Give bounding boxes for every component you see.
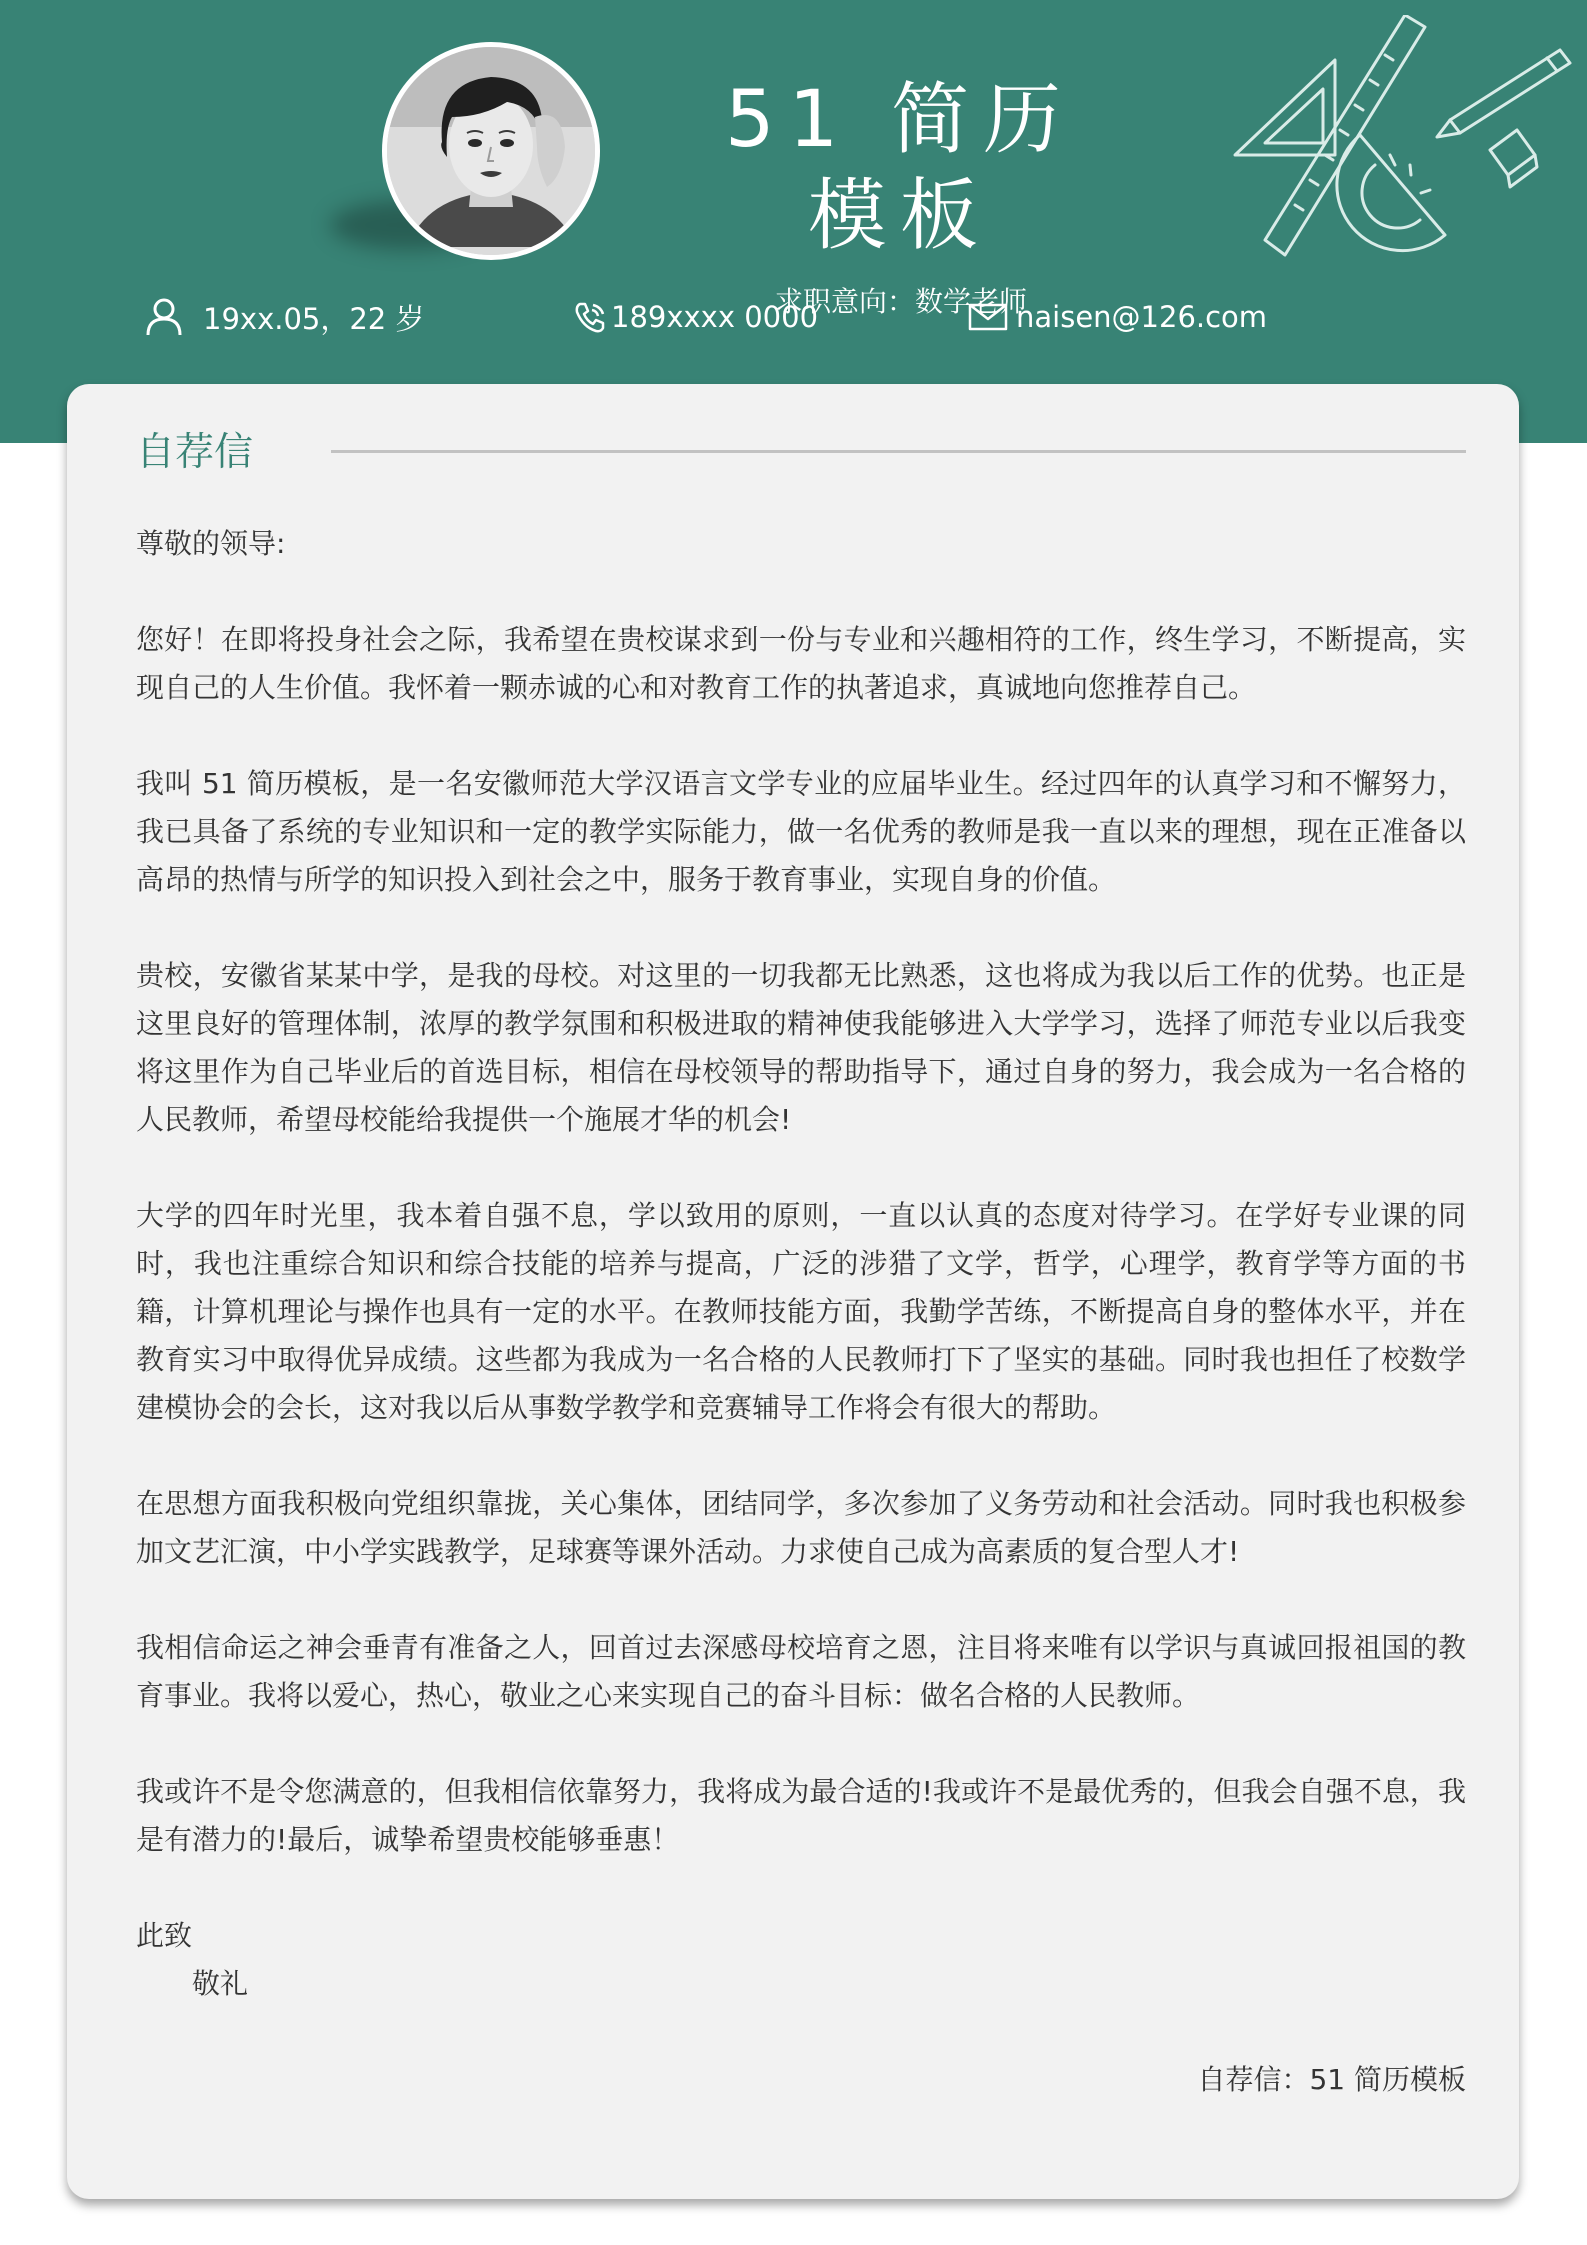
- letter-paragraph: 您好！在即将投身社会之际，我希望在贵校谋求到一份与专业和兴趣相符的工作，终生学习，不断提高，实现自己的人生价值。我怀着一颗赤诚的心和对教育工作的执著追求，真诚地向您推荐自己。: [136, 623, 1466, 704]
- job-intent: 求职意向：数学老师: [775, 285, 1028, 318]
- signature: 自荐信：51 简历模板: [1197, 2063, 1466, 2096]
- header-band: [0, 0, 1587, 443]
- letter-paragraph: 大学的四年时光里，我本着自强不息，学以致用的原则，一直以认真的态度对待学习。在学好专业课的同时，我也注重综合知识和综合技能的培养与提高，广泛的涉猎了文学，哲学，心理学，教育学等方面的书籍，计算机理论与操作也具有一定的水平。在教师技能方面，我勤学苦练，不断提高自身的整体水平，并在教育实习中取得优异成绩。这些都为我成为一名合格的人民教师打下了坚实的基础。同时我也担任了校数学建模协会的会长，这对我以后从事数学教学和竞赛辅导工作将会有很大的帮助。: [136, 1199, 1466, 1424]
- letter-paragraph: 在思想方面我积极向党组织靠拢，关心集体，团结同学，多次参加了义务劳动和社会活动。同时我也积极参加文艺汇演，中小学实践教学，足球赛等课外活动。力求使自己成为高素质的复合型人才!: [136, 1487, 1466, 1568]
- person-icon: [145, 297, 183, 337]
- letter-paragraph: 我相信命运之神会垂青有准备之人，回首过去深感母校培育之恩，注目将来唯有以学识与真诚回报祖国的教育事业。我将以爱心，热心，敬业之心来实现自己的奋斗目标：做名合格的人民教师。: [136, 1631, 1466, 1712]
- salutation: 尊敬的领导:: [136, 527, 286, 560]
- ruler-set-square-pencil-eraser-icon: [1225, 15, 1585, 265]
- letter-paragraph: 我或许不是令您满意的，但我相信依靠努力，我将成为最合适的!我或许不是最优秀的，但我会自强不息，我是有潜力的!最后，诚挚希望贵校能够垂惠！: [136, 1775, 1466, 1856]
- resume-title: 51 简历模板: [724, 75, 1076, 261]
- email-info: [968, 292, 1267, 342]
- closing-line-1: 此致: [136, 1919, 193, 1952]
- avatar: [382, 42, 600, 260]
- section-title: 自荐信: [136, 430, 254, 475]
- section-divider: [331, 450, 1466, 453]
- letter-body: [136, 520, 1466, 2008]
- email-text: naisen@126.com: [1016, 300, 1268, 334]
- birth-info: [145, 292, 424, 342]
- avatar-photo-icon: [387, 47, 595, 255]
- phone-icon: [573, 300, 607, 334]
- letter-card: [67, 384, 1519, 2199]
- envelope-icon: [968, 302, 1008, 332]
- letter-paragraph: 贵校，安徽省某某中学，是我的母校。对这里的一切我都无比熟悉，这也将成为我以后工作的优势。也正是这里良好的管理体制，浓厚的教学氛围和积极进取的精神使我能够进入大学学习，选择了师范专业以后我变将这里作为自己毕业后的首选目标，相信在母校领导的帮助指导下，通过自身的努力，我会成为一名合格的人民教师，希望母校能给我提供一个施展才华的机会!: [136, 959, 1466, 1136]
- closing-line-2: 敬礼: [192, 1967, 249, 2000]
- letter-paragraph: 我叫 51 简历模板，是一名安徽师范大学汉语言文学专业的应届毕业生。经过四年的认真学习和不懈努力，我已具备了系统的专业知识和一定的教学实际能力，做一名优秀的教师是我一直以来的理想，现在正准备以高昂的热情与所学的知识投入到社会之中，服务于教育事业，实现自身的价值。: [136, 767, 1466, 896]
- birth-text: 19xx.05，22 岁: [203, 301, 425, 336]
- phone-text: 189xxxx 0000: [611, 300, 819, 334]
